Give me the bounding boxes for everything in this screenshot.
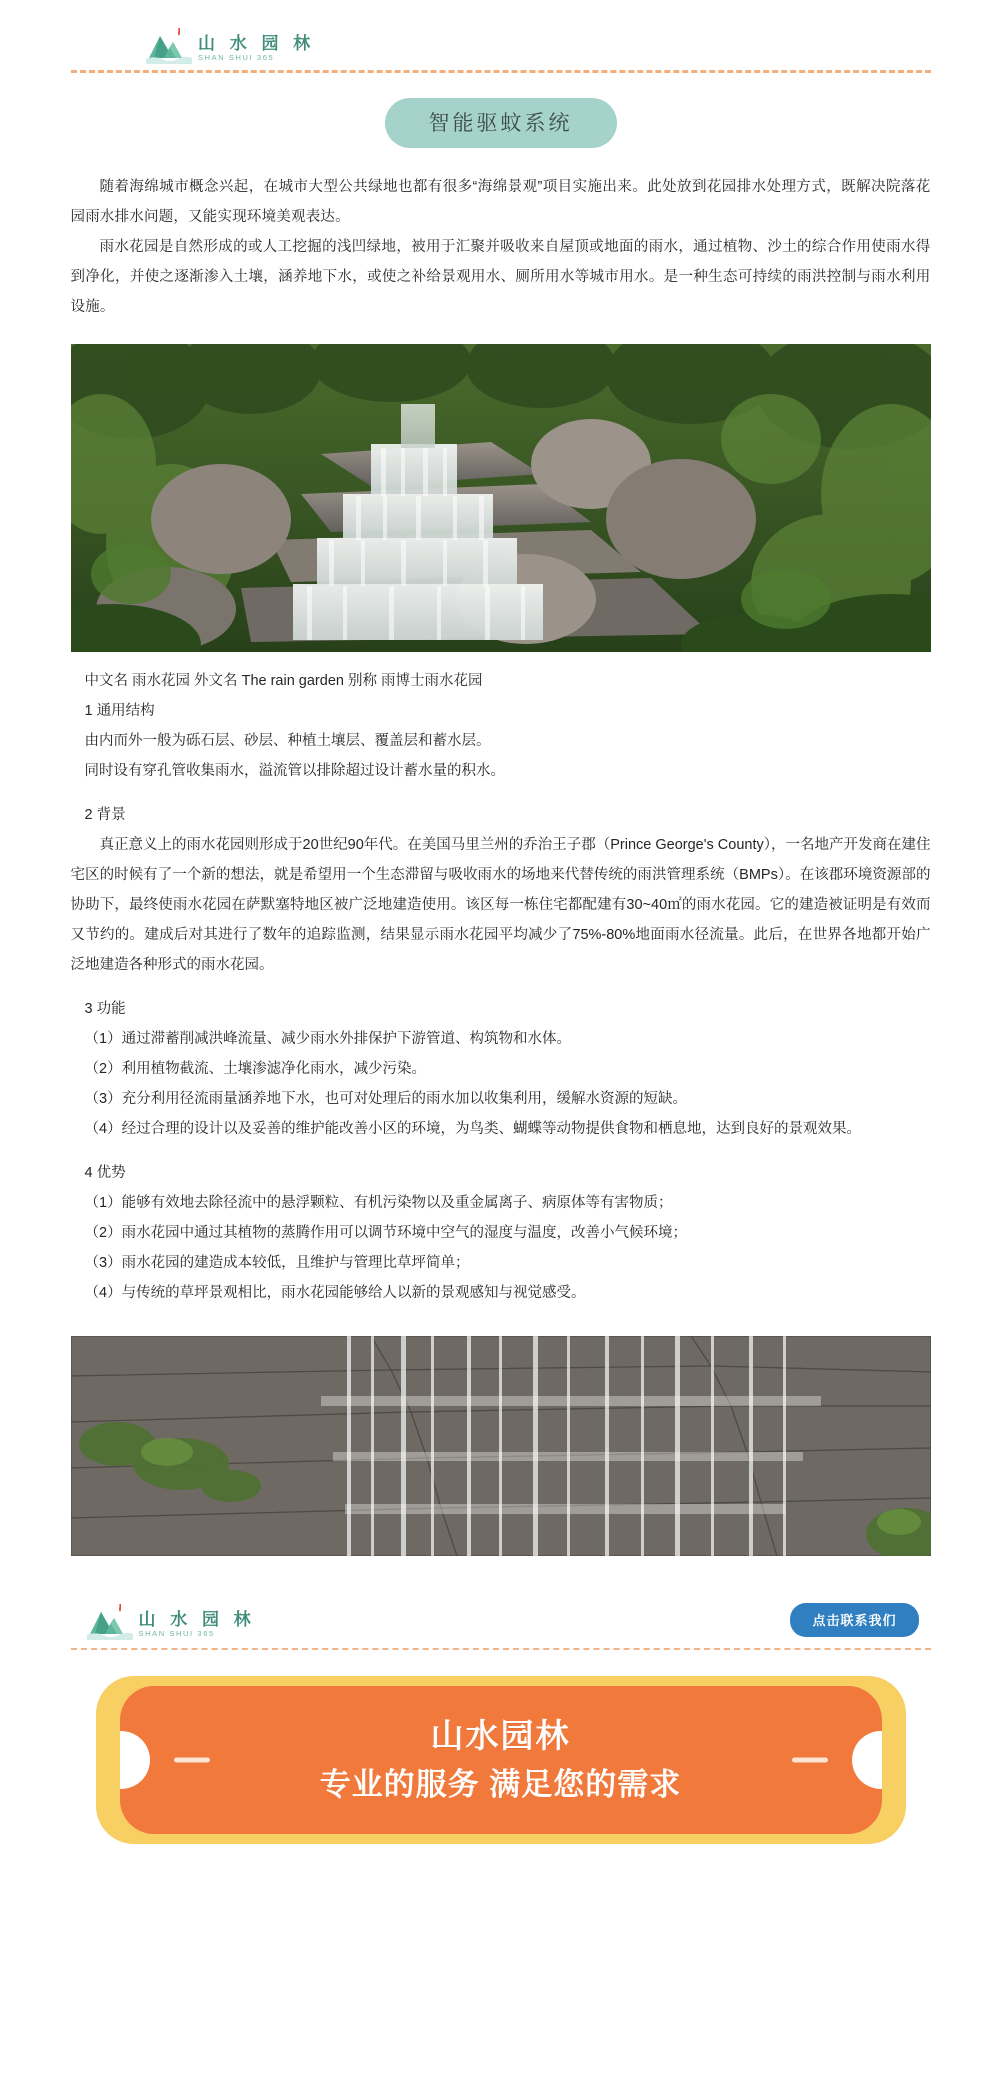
banner-notch-left	[120, 1731, 150, 1789]
section-1-line-1: 由内而外一般为砾石层、砂层、种植土壤层、覆盖层和蓄水层。	[84, 733, 491, 749]
detail-section	[71, 666, 931, 1308]
section-2-body: 真正意义上的雨水花园则形成于20世纪90年代。在美国马里兰州的乔治王子郡（Prince George's County），一名地产开发商在建住宅区的时候有了一个新的想法，就是希望用一个生态滞留与吸收雨水的场地来代替传统的雨洪管理系统（BMPs）。在该郡环境资源部的协助下，最终使雨水花园在萨默塞特地区被广泛地建造使用。该区每一栋住宅都配建有30~40㎡的雨水花园。它的建造被证明是有效而又节约的。建成后对其进行了数年的追踪监测，结果显示雨水花园平均减少了75%-80%地面雨水径流量。此后，在世界各地都开始广泛地建造各种形式的雨水花园。	[70, 837, 931, 973]
contact-us-button[interactable]: 点击联系我们	[790, 1603, 918, 1637]
section-4-heading: 4 优势	[84, 1165, 126, 1181]
spacer	[71, 1144, 931, 1158]
section-3-item-3: （3）充分利用径流雨量涵养地下水，也可对处理后的雨水加以收集利用，缓解水资源的短缺。	[84, 1091, 688, 1107]
section-4-item-3: （3）雨水花园的建造成本较低，且维护与管理比草坪简单；	[84, 1255, 470, 1271]
mountain-logo-icon	[146, 24, 192, 64]
page-header	[0, 0, 1001, 73]
brand-text	[198, 34, 315, 64]
section-4-item-2: （2）雨水花园中通过其植物的蒸腾作用可以调节环境中空气的湿度与温度，改善小气候环境；	[84, 1225, 688, 1241]
promo-banner-inner	[120, 1686, 882, 1834]
promo-banner-title: 山水园林	[430, 1717, 571, 1754]
spacer	[71, 786, 931, 800]
banner-notch-right	[852, 1731, 882, 1789]
intro-section	[71, 172, 931, 322]
banner-dash-left	[174, 1758, 210, 1763]
promo-banner[interactable]	[96, 1676, 906, 1844]
section-1-heading: 1 通用结构	[84, 703, 155, 719]
names-line: 中文名 雨水花园 外文名 The rain garden 别称 雨博士雨水花园	[84, 673, 483, 689]
section-3-heading: 3 功能	[84, 1001, 126, 1017]
header-divider	[71, 70, 931, 73]
page-footer	[0, 1596, 1001, 1650]
mountain-logo-icon	[87, 1600, 133, 1640]
section-1-line-2: 同时设有穿孔管收集雨水，溢流管以排除超过设计蓄水量的积水。	[84, 763, 505, 779]
intro-paragraph-2: 雨水花园是自然形成的或人工挖掘的浅凹绿地，被用于汇聚并吸收来自屋顶或地面的雨水，通过植物、沙土的综合作用使雨水得到净化，并使之逐渐渗入土壤，涵养地下水，或使之补给景观用水、厕所用水等城市用水。是一种生态可持续的雨洪控制与雨水利用设施。	[70, 239, 931, 315]
banner-dash-right	[792, 1758, 828, 1763]
footer-brand-logo[interactable]	[87, 1600, 256, 1640]
brand-name-en: SHAN SHUI 365	[198, 53, 275, 62]
page-title: 智能驱蚊系统	[385, 98, 617, 148]
page-title-wrap	[0, 98, 1001, 148]
section-3-item-1: （1）通过滞蓄削减洪峰流量、减少雨水外排保护下游管道、构筑物和水体。	[84, 1031, 572, 1047]
rock-wall-photo-bottom	[71, 1336, 931, 1556]
section-3-item-4: （4）经过合理的设计以及妥善的维护能改善小区的环境，为鸟类、蝴蝶等动物提供食物和栖息地，达到良好的景观效果。	[84, 1121, 862, 1137]
section-2-heading: 2 背景	[84, 807, 126, 823]
footer-brand-name-en: SHAN SHUI 365	[138, 1629, 215, 1638]
section-4-item-4: （4）与传统的草坪景观相比，雨水花园能够给人以新的景观感知与视觉感受。	[84, 1285, 586, 1301]
footer-divider	[71, 1648, 931, 1650]
waterfall-photo-top	[71, 344, 931, 652]
intro-paragraph-1: 随着海绵城市概念兴起，在城市大型公共绿地也都有很多“海绵景观”项目实施出来。此处放到花园排水处理方式，既解决院落花园雨水排水问题，又能实现环境美观表达。	[70, 179, 931, 225]
spacer	[71, 980, 931, 994]
brand-logo[interactable]	[0, 18, 1001, 64]
section-3-item-2: （2）利用植物截流、土壤渗滤净化雨水，减少污染。	[84, 1061, 427, 1077]
section-4-item-1: （1）能够有效地去除径流中的悬浮颗粒、有机污染物以及重金属离子、病原体等有害物质；	[84, 1195, 673, 1211]
footer-brand-name-cn: 山 水 园 林	[138, 1610, 256, 1629]
brand-name-cn: 山 水 园 林	[198, 34, 316, 53]
promo-banner-subtitle: 专业的服务 满足您的需求	[319, 1767, 682, 1802]
